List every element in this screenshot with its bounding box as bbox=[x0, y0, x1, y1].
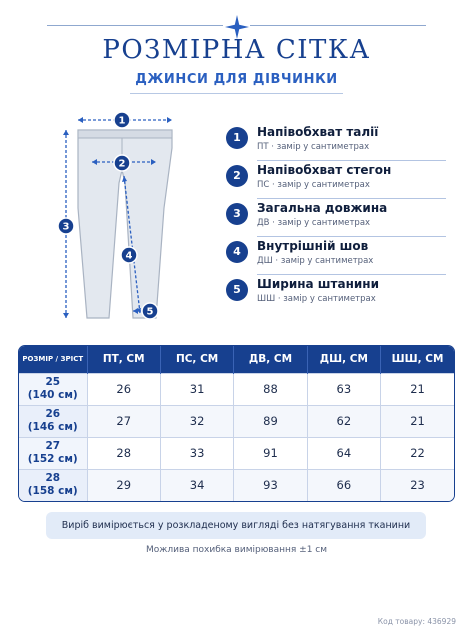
header-rule-left bbox=[47, 25, 223, 26]
legend-description: ШШ · замір у сантиметрах bbox=[257, 294, 376, 304]
tolerance-note: Можлива похибка вимірювання ±1 см bbox=[145, 545, 328, 555]
legend-number-badge: 3 bbox=[226, 203, 248, 225]
table-cell: 28 bbox=[87, 437, 160, 469]
column-header-waist: ПТ, СМ bbox=[87, 346, 160, 373]
legend-name: Внутрішній шов bbox=[257, 239, 369, 253]
column-header-leg-width: ШШ, СМ bbox=[381, 346, 454, 373]
legend-description: ПС · замір у сантиметрах bbox=[257, 180, 370, 190]
legend-item bbox=[226, 161, 446, 199]
column-header-hips: ПС, СМ bbox=[160, 346, 233, 373]
table-cell: 22 bbox=[381, 437, 454, 469]
measurement-note: Виріб вимірюється у розкладеному вигляді без натягування тканини bbox=[46, 512, 426, 539]
legend-item bbox=[226, 199, 446, 237]
svg-text:4: 4 bbox=[125, 250, 133, 262]
table-cell: 27 bbox=[87, 405, 160, 437]
table-cell: 21 bbox=[381, 373, 454, 405]
page-title: РОЗМІРНА СІТКА bbox=[102, 35, 371, 65]
table-row bbox=[19, 437, 454, 469]
table-cell: 93 bbox=[234, 469, 307, 501]
diagram-badge-1 bbox=[114, 112, 130, 128]
table-row bbox=[19, 405, 454, 437]
measurement-legend bbox=[226, 123, 446, 313]
table-header-row bbox=[19, 346, 454, 373]
column-header-size: РОЗМІР / ЗРІСТ bbox=[22, 355, 84, 364]
size-cell: 27 (152 см) bbox=[19, 437, 87, 469]
diagram-badge-3 bbox=[58, 218, 74, 234]
svg-text:2: 2 bbox=[118, 158, 126, 170]
legend-name: Напівобхват талії bbox=[257, 125, 379, 139]
table-cell: 23 bbox=[381, 469, 454, 501]
jeans-diagram bbox=[50, 108, 180, 328]
svg-text:1: 1 bbox=[118, 115, 126, 127]
legend-number-badge: 5 bbox=[226, 279, 248, 301]
table-cell: 91 bbox=[234, 437, 307, 469]
header-rule-right bbox=[250, 25, 426, 26]
svg-text:3: 3 bbox=[62, 221, 70, 233]
size-cell: 28 (158 см) bbox=[19, 469, 87, 501]
legend-item bbox=[226, 275, 446, 313]
column-header-inseam: ДШ, СМ bbox=[307, 346, 380, 373]
table-cell: 66 bbox=[307, 469, 380, 501]
column-header-length: ДВ, СМ bbox=[234, 346, 307, 373]
legend-name: Ширина штанини bbox=[257, 277, 379, 291]
svg-text:5: 5 bbox=[146, 306, 154, 318]
diagram-badge-5 bbox=[142, 303, 158, 319]
table-cell: 33 bbox=[160, 437, 233, 469]
legend-description: ДШ · замір у сантиметрах bbox=[257, 256, 374, 266]
size-cell: 26 (146 см) bbox=[19, 405, 87, 437]
legend-number-badge: 1 bbox=[226, 127, 248, 149]
diagram-badge-4 bbox=[121, 247, 137, 263]
table-row bbox=[19, 469, 454, 501]
table-cell: 62 bbox=[307, 405, 380, 437]
table-cell: 32 bbox=[160, 405, 233, 437]
table-cell: 31 bbox=[160, 373, 233, 405]
subtitle-rule bbox=[130, 93, 343, 94]
legend-item bbox=[226, 123, 446, 161]
legend-name: Загальна довжина bbox=[257, 201, 388, 215]
table-cell: 26 bbox=[87, 373, 160, 405]
table-cell: 21 bbox=[381, 405, 454, 437]
table-cell: 88 bbox=[234, 373, 307, 405]
legend-description: ДВ · замір у сантиметрах bbox=[257, 218, 371, 228]
size-cell: 25 (140 см) bbox=[19, 373, 87, 405]
table-cell: 64 bbox=[307, 437, 380, 469]
waistband bbox=[78, 130, 172, 138]
legend-number-badge: 4 bbox=[226, 241, 248, 263]
legend-name: Напівобхват стегон bbox=[257, 163, 392, 177]
table-cell: 29 bbox=[87, 469, 160, 501]
size-table bbox=[18, 345, 455, 502]
table-row bbox=[19, 373, 454, 405]
page-subtitle: ДЖИНСИ ДЛЯ ДІВЧИНКИ bbox=[135, 72, 338, 87]
table-cell: 63 bbox=[307, 373, 380, 405]
diagram-badge-2 bbox=[114, 155, 130, 171]
legend-number-badge: 2 bbox=[226, 165, 248, 187]
table-cell: 34 bbox=[160, 469, 233, 501]
legend-item bbox=[226, 237, 446, 275]
table-cell: 89 bbox=[234, 405, 307, 437]
legend-description: ПТ · замір у сантиметрах bbox=[257, 142, 370, 152]
product-code: Код товару: 436929 bbox=[377, 617, 456, 626]
